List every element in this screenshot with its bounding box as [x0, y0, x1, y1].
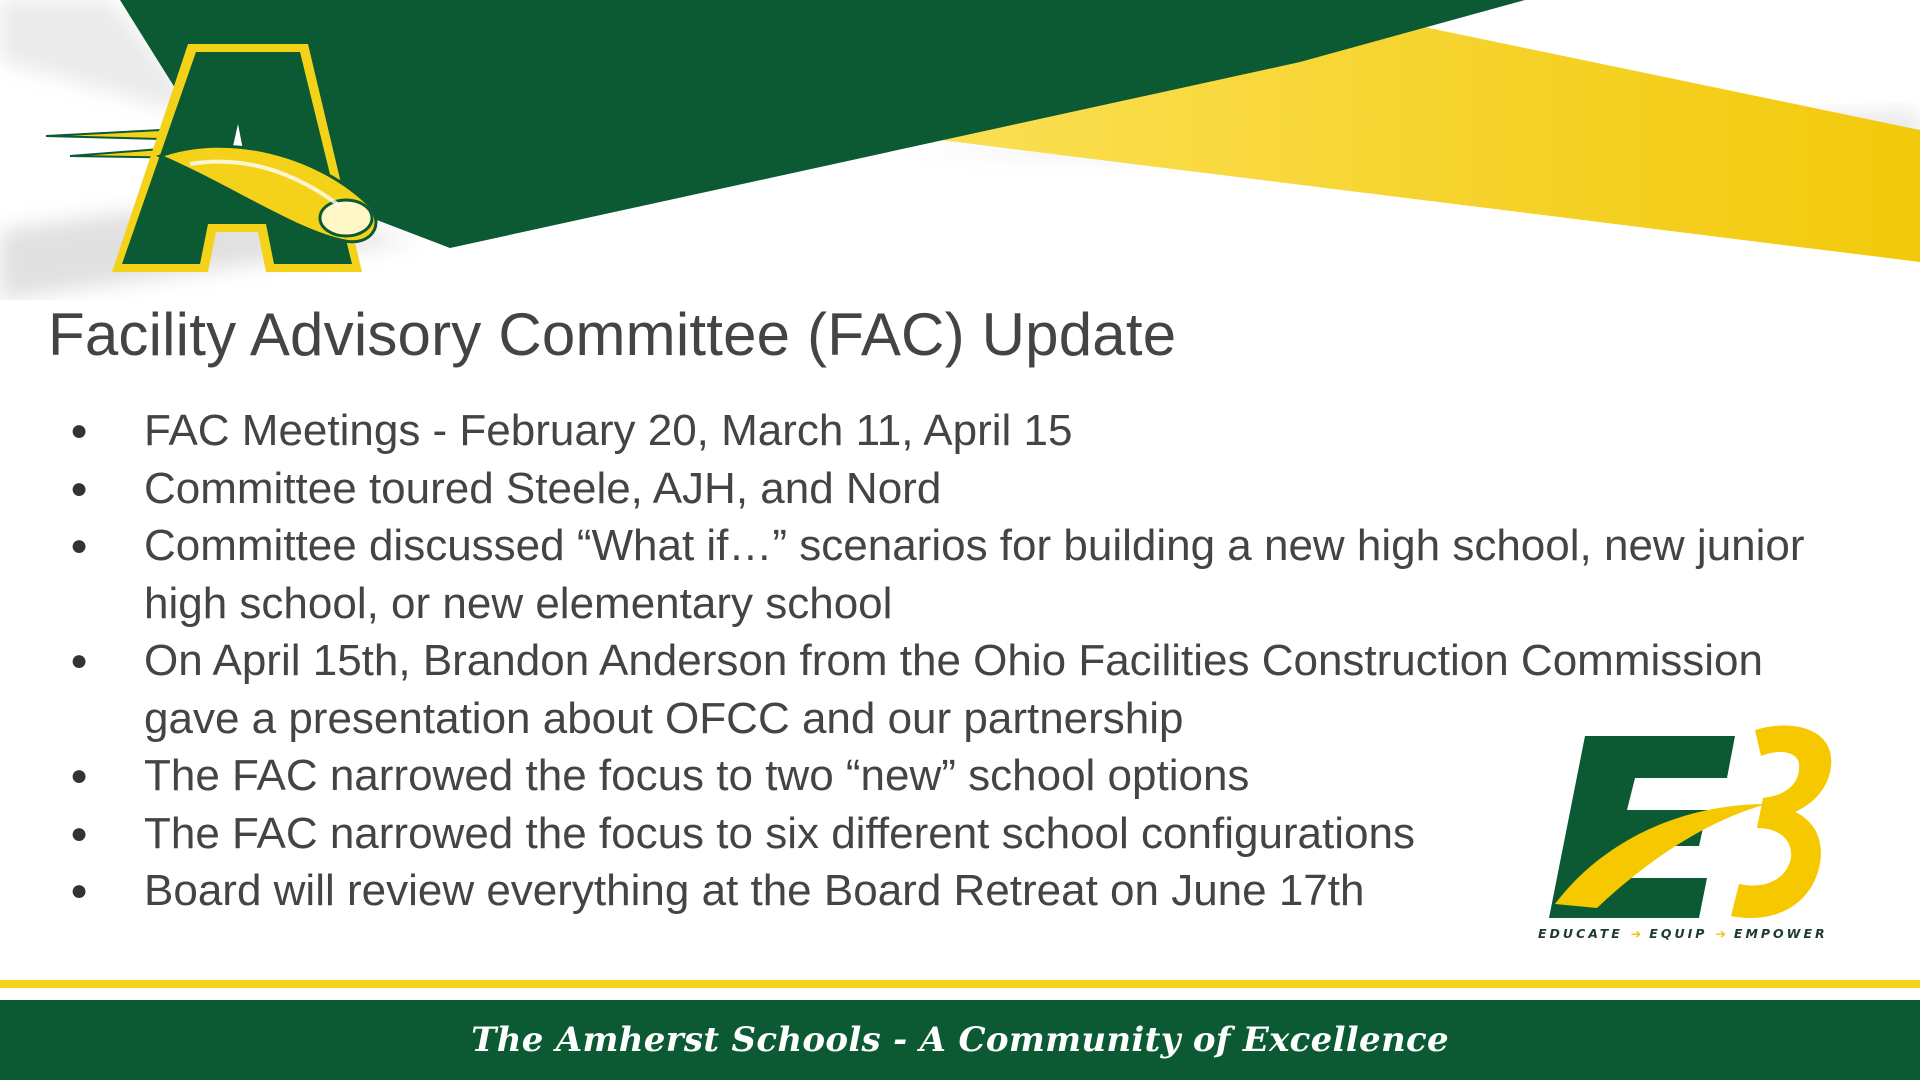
bullet-dot-icon: ●: [70, 529, 89, 562]
bullet-dot-icon: ●: [70, 816, 89, 850]
letter-a-comet-icon: [40, 36, 390, 296]
bullet-text: The FAC narrowed the focus to two “new” school options: [144, 751, 1250, 800]
bullet-dot-icon: ●: [70, 471, 89, 505]
bullet-text: FAC Meetings - February 20, March 11, April 15: [144, 406, 1073, 455]
bullet-text: The FAC narrowed the focus to six different school configurations: [144, 808, 1415, 858]
e3-tagline: [1538, 926, 1838, 941]
bullet-dot-icon: ●: [70, 874, 89, 907]
e3-logo-icon: [1535, 718, 1845, 943]
bullet-text: On April 15th, Brandon Anderson from the Ohio Facilities Construction Commission gave a presentation about OFCC and our partnership: [144, 636, 1763, 743]
arrow-right-icon: ➔: [1630, 926, 1642, 941]
footer-yellow-stripe: [0, 980, 1920, 988]
bullet-dot-icon: ●: [70, 644, 89, 677]
arrow-right-icon: ➔: [1715, 926, 1726, 941]
footer-bar: [0, 1000, 1920, 1080]
bullet-dot-icon: ●: [70, 414, 89, 447]
footer-slogan: The Amherst Schools - A Community of Excellence: [471, 1020, 1449, 1060]
tagline-word: EMPOWER: [1733, 926, 1828, 941]
tagline-word: EQUIP: [1649, 926, 1708, 941]
bullet-dot-icon: ●: [70, 759, 89, 792]
bullet-item: [64, 460, 1824, 518]
tagline-word: EDUCATE: [1538, 926, 1623, 941]
bullet-text: Committee toured Steele, AJH, and Nord: [144, 463, 942, 513]
bullet-item: [64, 517, 1824, 632]
bullet-item: [64, 402, 1824, 460]
bullet-text: Board will review everything at the Board Retreat on June 17th: [144, 866, 1365, 915]
slide-title: Facility Advisory Committee (FAC) Update: [48, 301, 1177, 368]
bullet-text: Committee discussed “What if…” scenarios for building a new high school, new junior high school, or new elementary school: [144, 521, 1805, 628]
